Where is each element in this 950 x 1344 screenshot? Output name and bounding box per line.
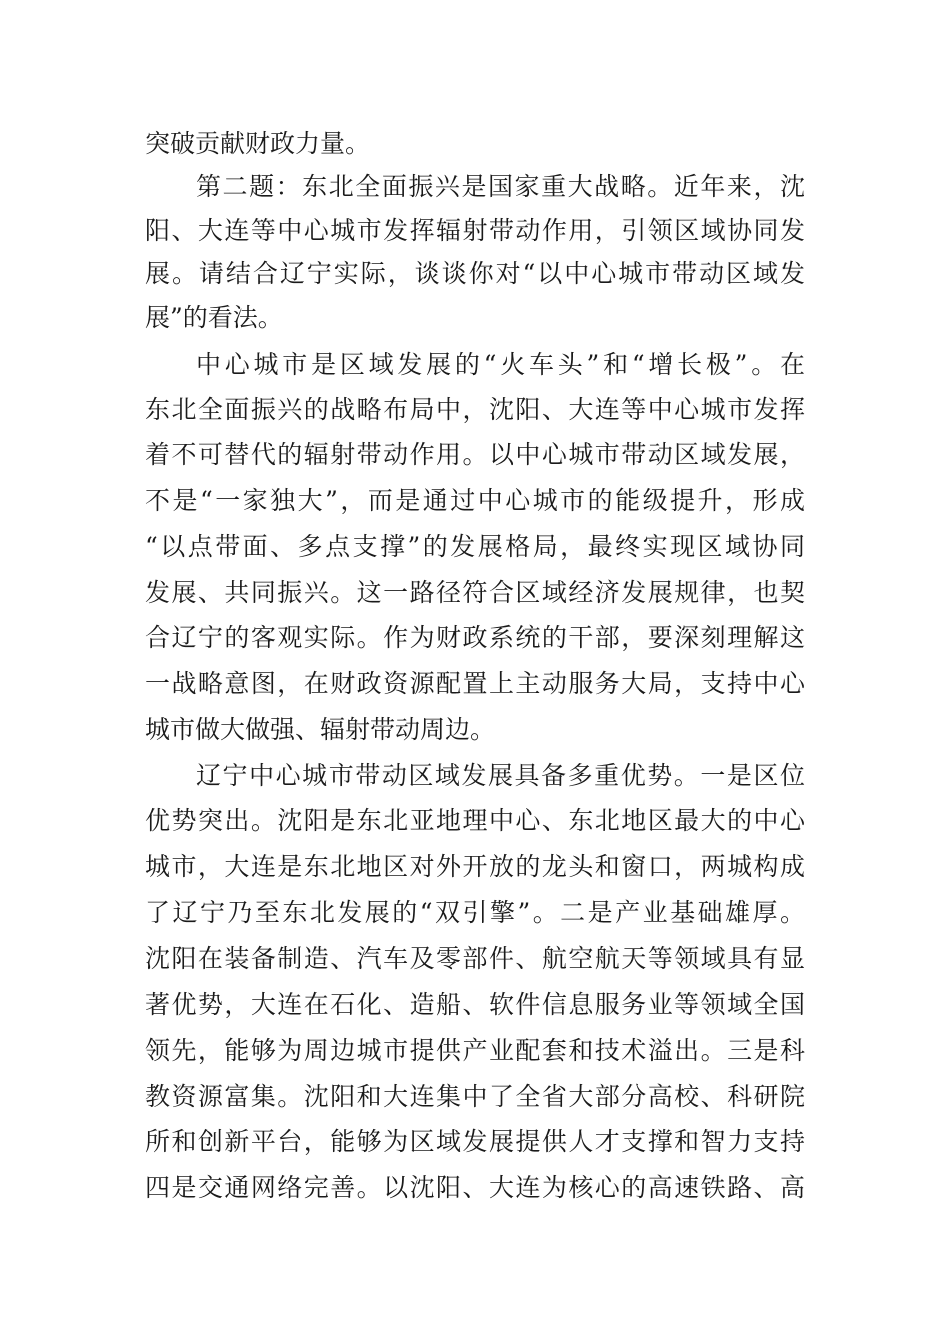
text-line: 阳、大连等中心城市发挥辐射带动作用，引领区域协同发 — [145, 216, 805, 245]
text-line: 展。请结合辽宁实际，谈谈你对“以中心城市带动区域发 — [145, 259, 805, 288]
text-line: 教资源富集。沈阳和大连集中了全省大部分高校、科研院 — [145, 1082, 805, 1111]
text-line: 着不可替代的辐射带动作用。以中心城市带动区域发展， — [145, 440, 805, 469]
text-line: 所和创新平台，能够为区域发展提供人才支撑和智力支持 — [145, 1127, 805, 1156]
text-line: “以点带面、多点支撑”的发展格局，最终实现区域协同 — [145, 532, 805, 561]
text-line: 领先，能够为周边城市提供产业配套和技术溢出。三是科 — [145, 1036, 805, 1065]
text-line: 合辽宁的客观实际。作为财政系统的干部，要深刻理解这 — [145, 623, 805, 652]
text-line: 城市做大做强、辐射带动周边。 — [145, 715, 496, 744]
text-line: 展”的看法。 — [145, 303, 283, 332]
text-line: 优势突出。沈阳是东北亚地理中心、东北地区最大的中心 — [145, 806, 805, 835]
text-line: 四是交通网络完善。以沈阳、大连为核心的高速铁路、高 — [145, 1173, 805, 1202]
text-line: 沈阳在装备制造、汽车及零部件、航空航天等领域具有显 — [145, 944, 805, 973]
text-line: 东北全面振兴的战略布局中，沈阳、大连等中心城市发挥 — [145, 395, 805, 424]
text-line: 著优势，大连在石化、造船、软件信息服务业等领域全国 — [145, 990, 805, 1019]
paragraph-first-line: 辽宁中心城市带动区域发展具备多重优势。一是区位 — [196, 761, 805, 790]
text-line: 突破贡献财政力量。 — [145, 129, 371, 158]
text-line: 一战略意图，在财政资源配置上主动服务大局，支持中心 — [145, 669, 805, 698]
text-line: 发展、共同振兴。这一路径符合区域经济发展规律，也契 — [145, 578, 805, 607]
question-heading-line: 第二题：东北全面振兴是国家重大战略。近年来，沈 — [196, 172, 805, 201]
text-line: 城市，大连是东北地区对外开放的龙头和窗口，两城构成 — [145, 852, 805, 881]
text-line: 不是“一家独大”，而是通过中心城市的能级提升，形成 — [145, 486, 805, 515]
text-line: 了辽宁乃至东北发展的“双引擎”。二是产业基础雄厚。 — [145, 898, 805, 927]
paragraph-first-line: 中心城市是区域发展的“火车头”和“增长极”。在 — [196, 350, 805, 379]
